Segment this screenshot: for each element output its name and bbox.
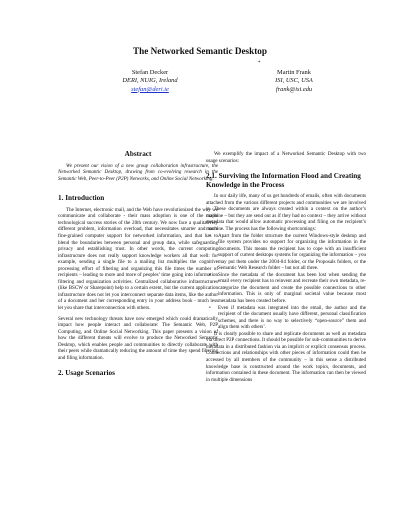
title-footnote-mark: * — [258, 61, 261, 66]
list-item: • Apart from the folder structure the current Windows-style desktop and file system provides no support for organizing the information in the documents. This means the recipient has to cope with an insufficient support of current desktops systems for organizing the information – you may put them under the 2004-04 folder, or the Proposals folders, or the Semantic Web Research folder – but not all three. — [218, 233, 366, 272]
author-block-1 — [80, 69, 220, 94]
introduction-paragraph: Several new technology threats have now emerged which could dramatically impact how people interact and collaborate: The Semantic Web, P2P Computing, and Online Social Networking. This paper presents a vision of how the different threats will evolve to produce the Networked Semantic Desktop, which enables people and communities to directly collaborate with their peers while dramatically reducing the amount of time they spend filtering and filing information. — [58, 315, 218, 361]
author-affiliation: DERI, NUIG, Ireland — [122, 77, 178, 85]
right-column — [206, 151, 366, 383]
list-item: • Since the metadata of the document has been lost when sending the email every recipient has to reinvent and recreate their own metadata, re-categorize the document and create the possible connections to other information. This is only of marginal societal value because most metadata has been created before. — [218, 272, 366, 305]
author-name: Stefan Decker — [131, 69, 169, 76]
abstract-heading: Abstract — [124, 150, 152, 158]
author-block-2 — [224, 69, 364, 94]
author-affiliation: ISI, USC, USA — [275, 77, 313, 85]
shortcomings-list — [206, 233, 366, 331]
introduction-paragraph: The Internet, electronic mail, and the Web have revolutionized the way we communicate and collaborate - their mass adoption is one of the major technological success stories of the 20th century. We now face a qualitatively different problem, information overload, that necessitates smarter and more fine-grained computer support for networked information, and that has to blend the boundaries between personal and group data, while safeguarding privacy and establishing trust. In other words, the current computing infrastructure does not really support knowledge workers all that well: for example, sending a single file to a mailing list multiplies the cognitive processing effort of filtering and organizing this file times the number of recipients – leading to more and more of peoples’ time going into information filtering and organization activities. Centralized collaborative infrastructures (like BSCW or Sharepoint) help to a certain extent, but the current application infrastructure does not let you interconnect separate data items, like the author of a document and her corresponding entry in your address book - much less let you share that interconnection with others. — [58, 206, 218, 312]
list-item: • Even if metadata was integrated into the email, the author and the recipient of the document usually have different, personal classification schemes, and there is no way to selectively “open-source” them and align them with others’. — [218, 305, 366, 331]
scenarios-intro-text: We exemplify the impact of a Networked Semantic Desktop with two usage scenarios: — [206, 151, 366, 164]
section-paragraph: In our daily life, many of us get hundreds of emails, often with documents attached from the various different projects and communities we are involved in. These documents are always created within a context on the author’s machine – but they are send out as if they had no context – they arrive without metadata that would allow automatic processing and filing on the recipient’s machine. The process has the following shortcomings: — [206, 193, 366, 233]
section-paragraph: It is clearly possible to share and replicate documents as well as metadata via direct P2P connections. It should be possible for sub-communities to derive metadata in a distributed fashion via an implicit or explicit consensus process. Connections and relationships with other pieces of information could then be accessed by all members of the community – in this sense a distributed knowledge base is constructed around the work topics, documents, and information contained in these document. The information can then be viewed in multiple dimensions — [206, 330, 366, 383]
author-name: Martin Frank — [277, 69, 311, 76]
left-column — [58, 150, 218, 378]
author-email: frank@isi.edu — [275, 85, 313, 93]
section-heading: 2.1. Surviving the Information Flood and Creating Knowledge in the Process — [206, 172, 361, 189]
usage-scenarios-heading: 2. Usage Scenarios — [58, 369, 115, 378]
author-email-link[interactable]: stefan@deri.ie — [131, 85, 169, 93]
paper-title: The Networked Semantic Desktop — [133, 46, 267, 56]
introduction-heading: 1. Introduction — [58, 194, 105, 203]
abstract-text: We present our vision of a new group collaboration infrastructure, the Networked Semantic Desktop, drawing from co-evolving research in the Semantic Web, Peer-to-Peer (P2P) Networks, and Online Social Networking. — [58, 162, 218, 182]
